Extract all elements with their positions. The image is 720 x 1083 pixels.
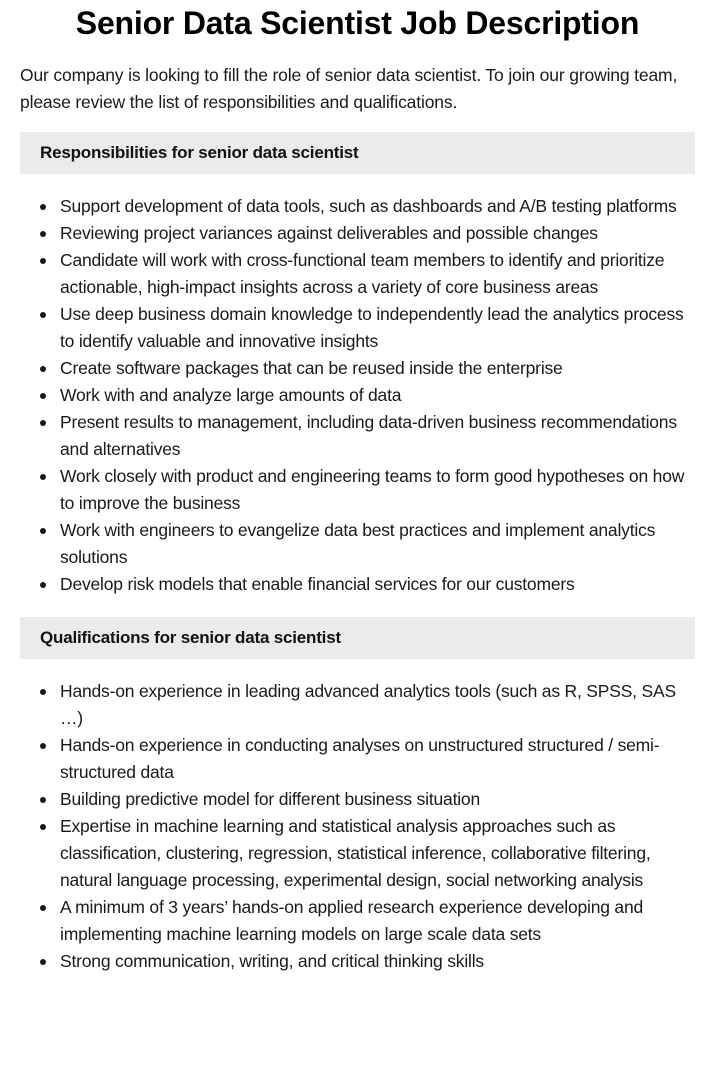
list-item-text: Hands-on experience in conducting analyses on unstructured structured / semi-structured data [60, 735, 660, 782]
list-item-text: Work closely with product and engineering teams to form good hypotheses on how to improve the business [60, 466, 685, 513]
list-item [60, 786, 695, 813]
list-item [60, 894, 695, 948]
qualifications-heading: Qualifications for senior data scientist [40, 628, 341, 647]
bullet-icon [40, 474, 46, 480]
intro-paragraph: Our company is looking to fill the role of senior data scientist. To join our growing team, please review the list of responsibilities and qualifications. [20, 65, 678, 112]
list-item-text: Reviewing project variances against deliverables and possible changes [60, 223, 598, 243]
bullet-icon [40, 959, 46, 965]
list-item-text: Candidate will work with cross-functional team members to identify and prioritize actionable, high-impact insights across a variety of core business areas [60, 250, 665, 297]
list-item [60, 571, 695, 598]
list-item [60, 355, 695, 382]
bullet-icon [40, 312, 46, 318]
list-item [60, 813, 695, 894]
bullet-icon [40, 366, 46, 372]
bullet-icon [40, 824, 46, 830]
responsibilities-header [20, 132, 695, 174]
list-item-text: Expertise in machine learning and statistical analysis approaches such as classification, clustering, regression, statistical inference, collaborative filtering, natural language processing, experimental design, social networking analysis [60, 816, 651, 890]
list-item-text: Building predictive model for different business situation [60, 789, 480, 809]
qualifications-header [20, 617, 695, 659]
list-item [60, 193, 695, 220]
bullet-icon [40, 743, 46, 749]
bullet-icon [40, 905, 46, 911]
responsibilities-heading: Responsibilities for senior data scientist [40, 143, 359, 162]
bullet-icon [40, 393, 46, 399]
list-item-text: Hands-on experience in leading advanced analytics tools (such as R, SPSS, SAS …) [60, 681, 676, 728]
list-item-text: A minimum of 3 years’ hands-on applied research experience developing and implementing machine learning models on large scale data sets [60, 897, 644, 944]
list-item-text: Create software packages that can be reused inside the enterprise [60, 358, 563, 378]
list-item-text: Work with and analyze large amounts of data [60, 385, 402, 405]
list-item-text: Support development of data tools, such as dashboards and A/B testing platforms [60, 196, 677, 216]
bullet-icon [40, 689, 46, 695]
list-item-text: Develop risk models that enable financial services for our customers [60, 574, 575, 594]
qualifications-list [20, 678, 695, 975]
page-title: Senior Data Scientist Job Description [75, 5, 640, 41]
responsibilities-section [20, 132, 695, 598]
list-item [60, 382, 695, 409]
bullet-icon [40, 582, 46, 588]
list-item-text: Present results to management, including data-driven business recommendations and alternatives [60, 412, 677, 459]
list-item [60, 409, 695, 463]
bullet-icon [40, 204, 46, 210]
list-item-text: Use deep business domain knowledge to independently lead the analytics process to identify valuable and innovative insights [60, 304, 684, 351]
bullet-icon [40, 420, 46, 426]
bullet-icon [40, 797, 46, 803]
bullet-icon [40, 528, 46, 534]
list-item [60, 948, 695, 975]
list-item [60, 301, 695, 355]
list-item-text: Strong communication, writing, and critical thinking skills [60, 951, 484, 971]
responsibilities-list [20, 193, 695, 598]
bullet-icon [40, 231, 46, 237]
list-item [60, 678, 695, 732]
list-item [60, 463, 695, 517]
list-item [60, 247, 695, 301]
bullet-icon [40, 258, 46, 264]
list-item-text: Work with engineers to evangelize data best practices and implement analytics solutions [60, 520, 656, 567]
list-item [60, 220, 695, 247]
qualifications-section [20, 617, 695, 975]
list-item [60, 732, 695, 786]
list-item [60, 517, 695, 571]
